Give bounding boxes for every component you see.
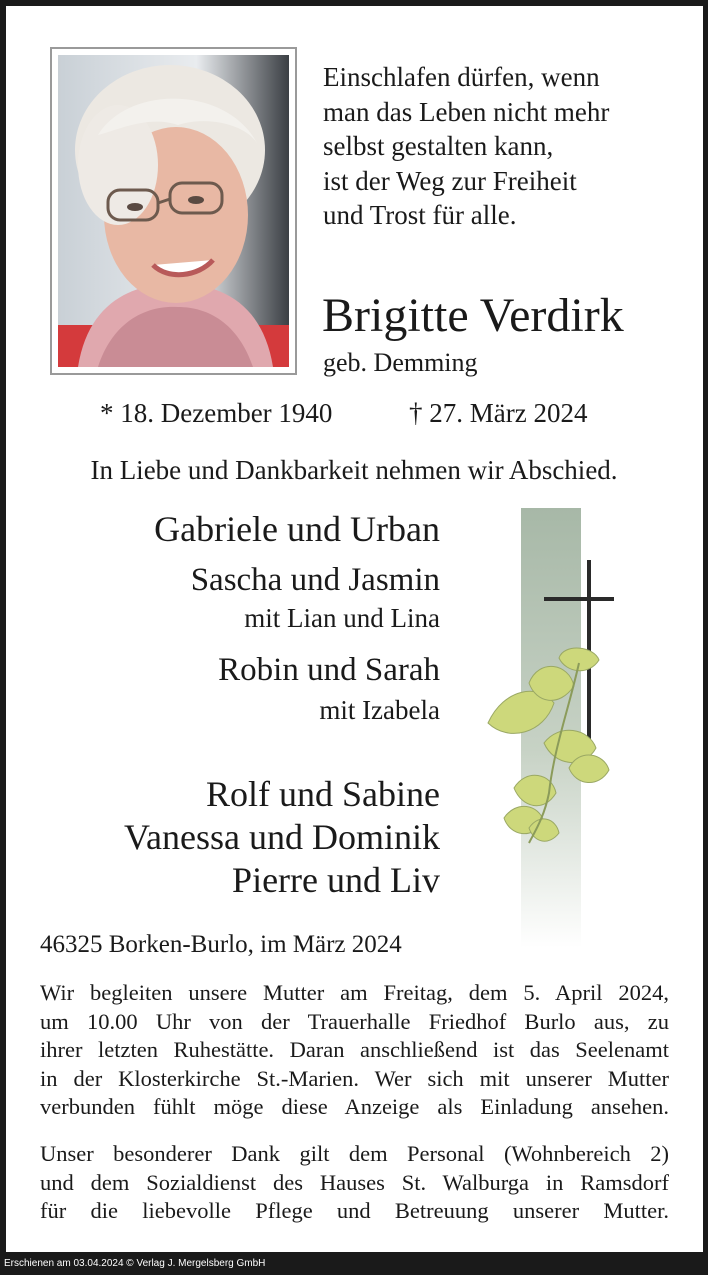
- family-child: Robin und Sarah: [218, 652, 440, 688]
- portrait-photo: [50, 47, 297, 375]
- poem-line: Einschlafen dürfen, wenn: [323, 62, 600, 92]
- family-parents-1: Gabriele und Urban: [154, 509, 440, 549]
- paragraph-line: und dem Sozialdienst des Hauses St. Walburga in Ramsdorf: [40, 1169, 669, 1195]
- cross-ivy-decoration: [484, 508, 614, 948]
- deceased-name: Brigitte Verdirk: [322, 289, 624, 342]
- family-grandchildren: mit Lian und Lina: [244, 603, 440, 633]
- place-date: 46325 Borken-Burlo, im März 2024: [40, 931, 402, 958]
- poem-line: und Trost für alle.: [323, 200, 517, 230]
- family-child: Pierre und Liv: [232, 860, 440, 900]
- paragraph-line: ihrer letzten Ruhestätte. Daran anschließend ist das Seelenamt: [40, 1037, 669, 1063]
- birth-date: * 18. Dezember 1940: [100, 398, 333, 428]
- paragraph-line: verbunden fühlt möge diese Anzeige als Einladung ansehen.: [40, 1094, 669, 1120]
- portrait-image: [58, 55, 289, 367]
- poem-line: selbst gestalten kann,: [323, 131, 554, 161]
- poem: [323, 60, 609, 233]
- paragraph-line: Unser besonderer Dank gilt dem Personal (Wohnbereich 2): [40, 1141, 669, 1166]
- death-date: † 27. März 2024: [409, 398, 588, 428]
- publication-footer: Erschienen am 03.04.2024 © Verlag J. Mergelsberg GmbH: [4, 1258, 266, 1269]
- poem-line: man das Leben nicht mehr: [323, 96, 610, 127]
- farewell-line: In Liebe und Dankbarkeit nehmen wir Abschied.: [90, 455, 618, 485]
- paragraph-line: für die liebevolle Pflege und Betreuung unserer Mutter.: [40, 1198, 669, 1224]
- poem-line: ist der Weg zur Freiheit: [323, 165, 577, 196]
- family-parents-2: Rolf und Sabine: [206, 774, 440, 814]
- thanks-paragraph: [40, 1140, 669, 1226]
- paragraph-line: um 10.00 Uhr von der Trauerhalle Friedhof Burlo aus, zu: [40, 1008, 669, 1034]
- family-child: Vanessa und Dominik: [124, 817, 440, 857]
- maiden-name: geb. Demming: [323, 348, 478, 377]
- paragraph-line: in der Klosterkirche St.-Marien. Wer sich mit unserer Mutter: [40, 1065, 669, 1091]
- paragraph-line: Wir begleiten unsere Mutter am Freitag, dem 5. April 2024,: [40, 980, 669, 1005]
- family-child: Sascha und Jasmin: [190, 562, 440, 598]
- funeral-paragraph: [40, 979, 669, 1122]
- family-grandchildren: mit Izabela: [319, 695, 440, 725]
